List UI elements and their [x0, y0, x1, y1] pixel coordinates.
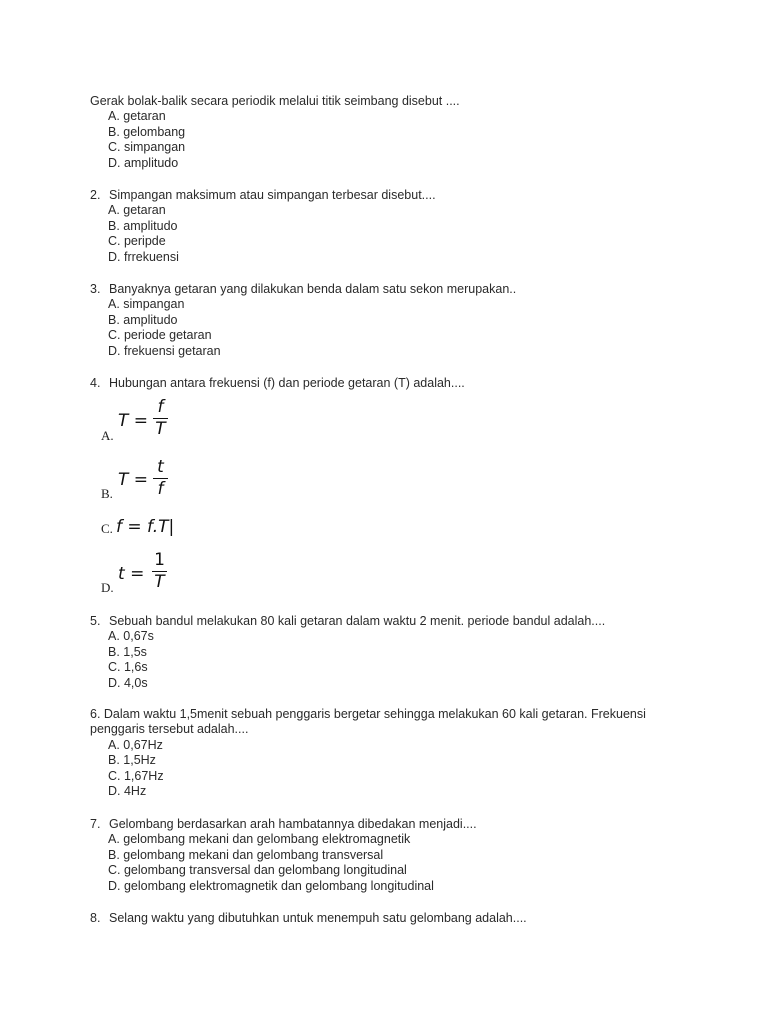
- question-7-number: 7.: [90, 817, 101, 831]
- question-4-number: 4.: [90, 376, 101, 390]
- question-6-option-a: A. 0,67Hz: [108, 738, 163, 752]
- option-c-expression: f = f.T|: [116, 517, 175, 537]
- question-5-option-d: D. 4,0s: [108, 676, 148, 690]
- option-b-lhs: T =: [118, 470, 149, 490]
- option-d-fraction: [152, 551, 167, 592]
- question-2-option-a: A. getaran: [108, 203, 166, 217]
- option-a-lhs: T =: [118, 411, 149, 431]
- option-a-denominator: T: [155, 419, 166, 440]
- option-a-fraction: [153, 398, 168, 439]
- question-3-option-b: B. amplitudo: [108, 313, 178, 327]
- question-6-text-line-2: penggaris tersebut adalah....: [90, 722, 249, 736]
- option-a-numerator: f: [157, 397, 164, 417]
- question-7-option-c: C. gelombang transversal dan gelombang longitudinal: [108, 863, 407, 877]
- question-7-option-a: A. gelombang mekani dan gelombang elektromagnetik: [108, 832, 411, 846]
- question-2-option-d: D. frrekuensi: [108, 250, 179, 264]
- option-b-denominator: f: [157, 479, 164, 500]
- option-a-label: A.: [101, 428, 114, 443]
- question-5-text: Sebuah bandul melakukan 80 kali getaran dalam waktu 2 menit. periode bandul adalah....: [109, 614, 606, 628]
- question-1-text: Gerak bolak-balik secara periodik melalui titik seimbang disebut ....: [90, 94, 460, 108]
- question-6-option-b: B. 1,5Hz: [108, 753, 156, 767]
- question-8-number: 8.: [90, 911, 101, 925]
- question-3-text: Banyaknya getaran yang dilakukan benda dalam satu sekon merupakan..: [109, 282, 517, 296]
- question-1-option-c: C. simpangan: [108, 140, 186, 154]
- question-6-option-c: C. 1,67Hz: [108, 769, 164, 783]
- option-d-denominator: T: [154, 572, 165, 593]
- option-d-label: D.: [101, 580, 114, 595]
- question-3-option-a: A. simpangan: [108, 297, 185, 311]
- option-b-label: B.: [101, 486, 113, 501]
- option-b-fraction: [153, 458, 168, 499]
- question-4-option-b: [98, 457, 218, 501]
- question-1-option-d: D. amplitudo: [108, 156, 179, 170]
- question-4-text: Hubungan antara frekuensi (f) dan periode getaran (T) adalah....: [109, 376, 465, 390]
- question-5-option-b: B. 1,5s: [108, 645, 147, 659]
- question-2-option-b: B. amplitudo: [108, 219, 178, 233]
- question-5-option-a: A. 0,67s: [108, 629, 154, 643]
- question-1-option-a: A. getaran: [108, 109, 166, 123]
- question-2-text: Simpangan maksimum atau simpangan terbesar disebut....: [109, 188, 436, 202]
- question-3-option-c: C. periode getaran: [108, 328, 212, 342]
- option-c-label: C.: [101, 521, 113, 536]
- question-7-text: Gelombang berdasarkan arah hambatannya dibedakan menjadi....: [109, 817, 477, 831]
- question-4-option-c: [98, 515, 238, 541]
- option-d-numerator: 1: [154, 550, 165, 570]
- question-5-option-c: C. 1,6s: [108, 660, 148, 674]
- question-7-option-d: D. gelombang elektromagnetik dan gelombang longitudinal: [108, 879, 434, 893]
- question-4-option-d: [98, 550, 218, 595]
- question-7-option-b: B. gelombang mekani dan gelombang transversal: [108, 848, 384, 862]
- question-4-option-a: [98, 397, 218, 443]
- question-2-option-c: C. peripde: [108, 234, 166, 248]
- question-2-number: 2.: [90, 188, 101, 202]
- question-3-option-d: D. frekuensi getaran: [108, 344, 221, 358]
- question-8-text: Selang waktu yang dibutuhkan untuk menempuh satu gelombang adalah....: [109, 911, 527, 925]
- question-5-number: 5.: [90, 614, 101, 628]
- question-3-number: 3.: [90, 282, 101, 296]
- question-6-option-d: D. 4Hz: [108, 784, 147, 798]
- question-6-text-line-1: 6. Dalam waktu 1,5menit sebuah penggaris bergetar sehingga melakukan 60 kali getaran. Frekuensi: [90, 707, 646, 721]
- question-1-option-b: B. gelombang: [108, 125, 186, 139]
- option-d-lhs: t =: [118, 564, 145, 584]
- option-b-numerator: t: [157, 457, 164, 477]
